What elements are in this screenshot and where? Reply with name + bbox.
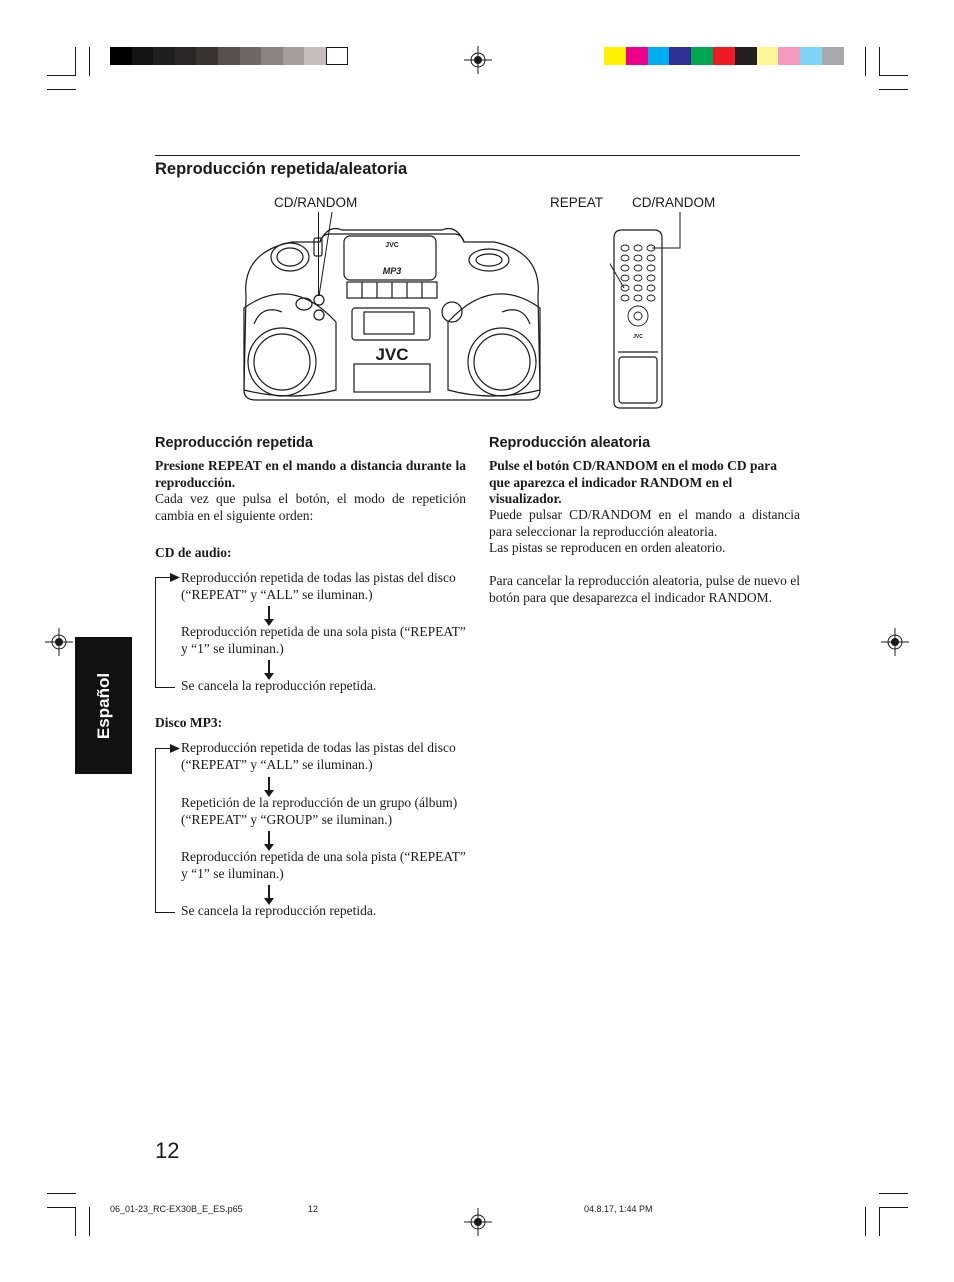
- calibration-swatch: [604, 47, 626, 65]
- registration-mark-icon: [881, 628, 909, 656]
- section-title: Reproducción repetida/aleatoria: [155, 160, 408, 178]
- cd-audio-step-3: Se cancela la reproducción repetida.: [181, 678, 377, 693]
- calibration-swatch: [240, 47, 262, 65]
- random-instruction: Pulse el botón CD/RANDOM en el modo CD para que aparezca el indicador RANDOM en el visualizador.: [489, 458, 777, 506]
- language-tab-label: Español: [93, 672, 113, 739]
- registration-mark-icon: [464, 46, 492, 74]
- footer-page: 12: [308, 1204, 319, 1214]
- calibration-swatch: [326, 47, 348, 65]
- mp3-badge: MP3: [382, 266, 402, 276]
- calibration-swatch: [261, 47, 283, 65]
- cd-random-label-right: CD/RANDOM: [632, 195, 716, 210]
- remote-control-illustration: [610, 212, 690, 412]
- calibration-swatch: [735, 47, 757, 65]
- heading-random-playback: Reproducción aleatoria: [489, 435, 651, 451]
- calibration-swatch: [175, 47, 197, 65]
- calibration-swatch: [713, 47, 735, 65]
- callout-line: [318, 212, 319, 296]
- cd-audio-step-2: Reproducción repetida de una sola pista (“REPEAT” y “1” se iluminan.): [181, 624, 466, 656]
- calibration-swatch: [626, 47, 648, 65]
- calibration-swatch: [132, 47, 154, 65]
- random-body-2: Las pistas se reproducen en orden aleatorio.: [489, 540, 726, 555]
- brand-logo-small: JVC: [385, 242, 399, 249]
- repeat-label: REPEAT: [550, 195, 604, 210]
- calibration-swatch: [691, 47, 713, 65]
- calibration-swatch: [648, 47, 670, 65]
- calibration-swatch: [822, 47, 844, 65]
- calibration-swatch: [196, 47, 218, 65]
- registration-mark-icon: [45, 628, 73, 656]
- random-body-1: Puede pulsar CD/RANDOM en el mando a distancia para seleccionar la reproducción aleatoria.: [489, 507, 800, 539]
- arrow-down-icon: [268, 777, 270, 791]
- arrow-down-icon: [268, 660, 270, 674]
- cd-audio-step-1: Reproducción repetida de todas las pistas del disco (“REPEAT” y “ALL” se iluminan.): [181, 570, 456, 602]
- calibration-swatch: [218, 47, 240, 65]
- calibration-swatch: [669, 47, 691, 65]
- page-number: 12: [155, 1138, 180, 1163]
- repeat-body: Cada vez que pulsa el botón, el modo de repetición cambia en el siguiente orden:: [155, 491, 466, 523]
- registration-mark-icon: [464, 1208, 492, 1236]
- mp3-step-2: Repetición de la reproducción de un grupo (álbum) (“REPEAT” y “GROUP” se iluminan.): [181, 795, 458, 827]
- footer-filename: 06_01-23_RC-EX30B_E_ES.p65: [110, 1204, 243, 1214]
- section-rule: [155, 155, 800, 156]
- calibration-swatch: [778, 47, 800, 65]
- language-tab: [75, 637, 132, 774]
- footer-date: 04.8.17, 1:44 PM: [584, 1204, 653, 1214]
- mp3-step-3: Reproducción repetida de una sola pista (“REPEAT” y “1” se iluminan.): [181, 849, 466, 881]
- calibration-swatch: [757, 47, 779, 65]
- calibration-swatch: [110, 47, 132, 65]
- cd-random-label-left: CD/RANDOM: [274, 195, 358, 210]
- mp3-step-4: Se cancela la reproducción repetida.: [181, 903, 377, 918]
- arrow-down-icon: [268, 885, 270, 899]
- calibration-swatch: [153, 47, 175, 65]
- calibration-swatch: [800, 47, 822, 65]
- repeat-instruction: Presione REPEAT en el mando a distancia durante la reproducción.: [155, 458, 466, 490]
- calibration-swatch: [304, 47, 326, 65]
- mp3-disc-title: Disco MP3:: [155, 715, 223, 730]
- mp3-step-1: Reproducción repetida de todas las pistas del disco (“REPEAT” y “ALL” se iluminan.): [181, 740, 456, 772]
- heading-repeat-playback: Reproducción repetida: [155, 435, 313, 451]
- cd-audio-title: CD de audio:: [155, 545, 232, 560]
- boombox-illustration: [232, 212, 552, 412]
- random-body-3: Para cancelar la reproducción aleatoria, pulse de nuevo el botón para que desaparezca el indicador RANDOM.: [489, 573, 800, 605]
- remote-brand-logo: JVC: [633, 334, 643, 340]
- calibration-swatch: [283, 47, 305, 65]
- arrow-down-icon: [268, 831, 270, 845]
- brand-logo-large: JVC: [375, 345, 409, 364]
- arrow-down-icon: [268, 606, 270, 620]
